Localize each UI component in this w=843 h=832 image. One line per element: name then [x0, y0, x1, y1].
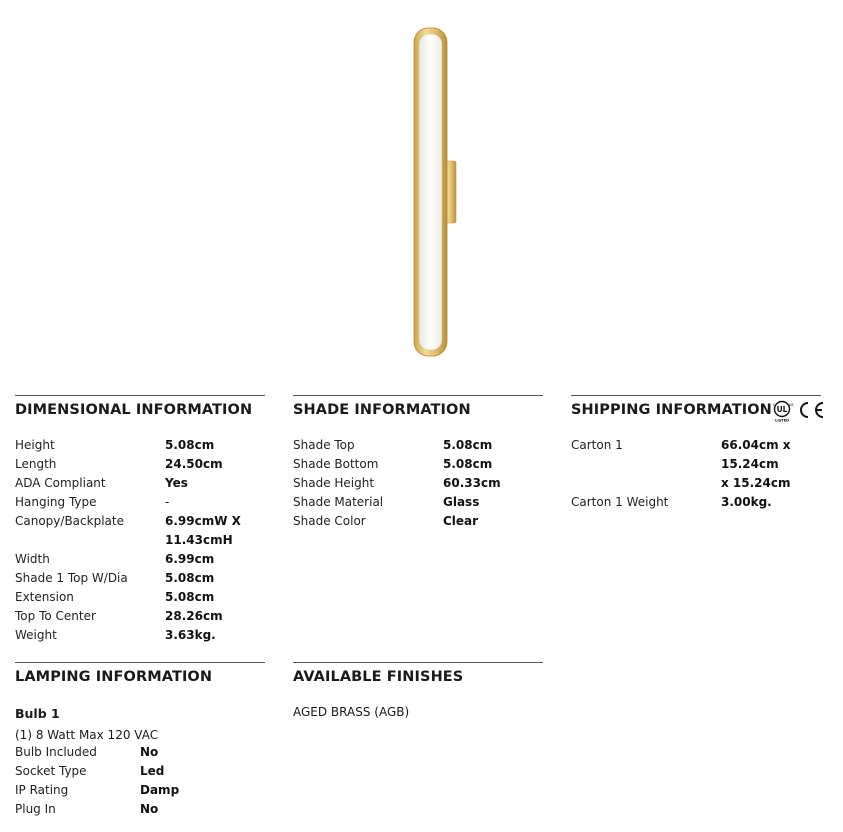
lamping-section [15, 662, 265, 816]
spec-row: Shade Height 60.33cm [293, 476, 501, 490]
section-divider [293, 395, 543, 396]
spec-row: Width 6.99cm [15, 552, 215, 566]
spec-row: ADA Compliant Yes [15, 476, 188, 490]
ce-mark-icon [801, 403, 823, 417]
shade-rows [293, 436, 543, 531]
bulb-title: Bulb 1 [15, 706, 60, 721]
section-divider [571, 395, 821, 396]
spec-row: Shade 1 Top W/Dia 5.08cm [15, 571, 215, 585]
shipping-section [571, 395, 821, 509]
spec-row: Shade Top 5.08cm [293, 438, 493, 452]
spec-row: Bulb Included No [15, 745, 159, 759]
spec-row: Carton 1 66.04cm x 15.24cm x 15.24cm [571, 438, 791, 490]
spec-row: Shade Material Glass [293, 495, 480, 509]
spec-row: Plug In No [15, 802, 159, 816]
section-title: DIMENSIONAL INFORMATION [15, 402, 253, 418]
ul-listed-icon [773, 402, 794, 423]
finish-item: AGED BRASS (AGB) [293, 705, 410, 719]
shade-section [293, 395, 543, 528]
spec-row: Height 5.08cm [15, 438, 215, 452]
section-title: LAMPING INFORMATION [15, 669, 213, 685]
dimensional-rows [15, 436, 265, 645]
svg-text:LISTED: LISTED [775, 418, 789, 423]
section-title: AVAILABLE FINISHES [293, 669, 464, 685]
spec-row: Top To Center 28.26cm [15, 609, 223, 623]
spec-row: Extension 5.08cm [15, 590, 215, 604]
spec-row: Carton 1 Weight 3.00kg. [571, 495, 772, 509]
certification-marks [771, 399, 827, 427]
svg-text:UL: UL [776, 405, 788, 414]
spec-row: Hanging Type - [15, 495, 170, 509]
section-title: SHADE INFORMATION [293, 402, 471, 418]
product-image [405, 24, 461, 360]
spec-row: Length 24.50cm [15, 457, 223, 471]
svg-text:c: c [773, 402, 776, 407]
spec-row: Weight 3.63kg. [15, 628, 216, 642]
svg-text:us: us [789, 402, 794, 407]
bulb-description: (1) 8 Watt Max 120 VAC [15, 728, 159, 742]
shipping-rows [571, 436, 841, 512]
section-title: SHIPPING INFORMATION [571, 402, 772, 418]
spec-row: Canopy/Backplate 6.99cmW X 11.43cmH [15, 514, 241, 547]
section-divider [293, 662, 543, 663]
dimensional-section [15, 395, 265, 642]
section-divider [15, 395, 265, 396]
spec-row: Socket Type Led [15, 764, 165, 778]
spec-row: IP Rating Damp [15, 783, 180, 797]
section-divider [15, 662, 265, 663]
spec-row: Shade Bottom 5.08cm [293, 457, 493, 471]
finishes-section [293, 662, 543, 719]
glass-shade [419, 34, 442, 350]
spec-row: Shade Color Clear [293, 514, 479, 528]
sconce-illustration [405, 24, 461, 360]
lamping-rows [15, 743, 265, 819]
